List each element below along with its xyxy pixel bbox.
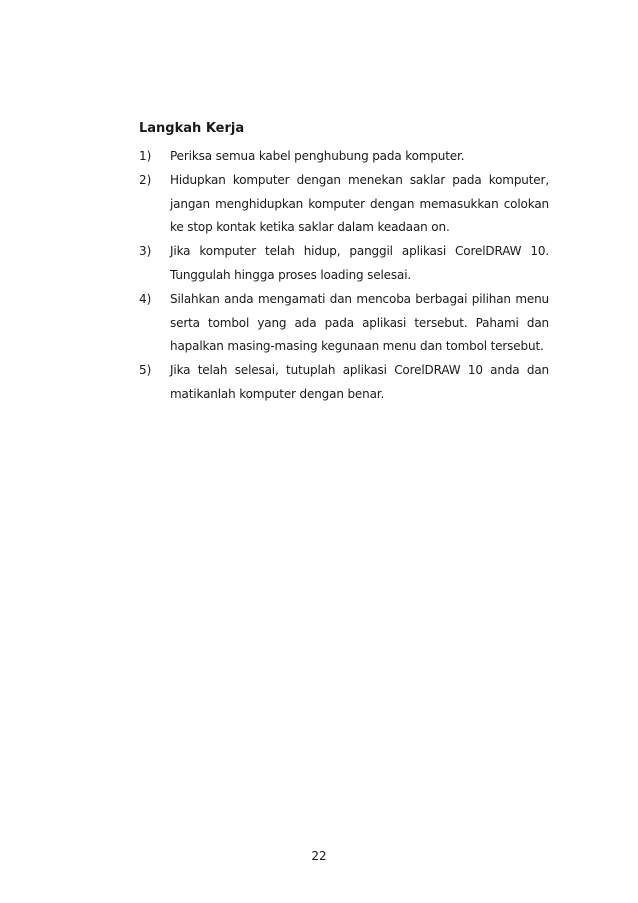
step-text: Jika telah selesai, tutuplah aplikasi CorelDRAW 10 anda dan matikanlah komputer dengan benar. <box>170 363 549 401</box>
step-number: 2) <box>139 172 152 187</box>
step-item-4 <box>139 288 549 359</box>
step-item-3 <box>139 240 549 288</box>
section-heading: Langkah Kerja <box>139 121 245 136</box>
step-number: 5) <box>139 363 152 378</box>
step-item-1 <box>139 145 549 169</box>
step-number: 3) <box>139 244 152 259</box>
step-item-5 <box>139 359 549 407</box>
page-number: 22 <box>311 849 327 863</box>
step-text: Hidupkan komputer dengan menekan saklar pada komputer, jangan menghidupkan komputer dengan memasukkan colokan ke stop kontak ketika saklar dalam keadaan on. <box>170 172 549 235</box>
step-text: Jika komputer telah hidup, panggil aplikasi CorelDRAW 10. Tunggulah hingga proses loading selesai. <box>170 244 549 282</box>
step-number: 4) <box>139 291 152 306</box>
step-text: Silahkan anda mengamati dan mencoba berbagai pilihan menu serta tombol yang ada pada aplikasi tersebut. Pahami dan hapalkan masing-masing kegunaan menu dan tombol tersebut. <box>170 291 549 354</box>
document-body <box>139 118 549 407</box>
step-text: Periksa semua kabel penghubung pada komputer. <box>170 149 465 163</box>
steps-list <box>139 145 549 407</box>
step-number: 1) <box>139 149 152 163</box>
step-item-2 <box>139 169 549 240</box>
